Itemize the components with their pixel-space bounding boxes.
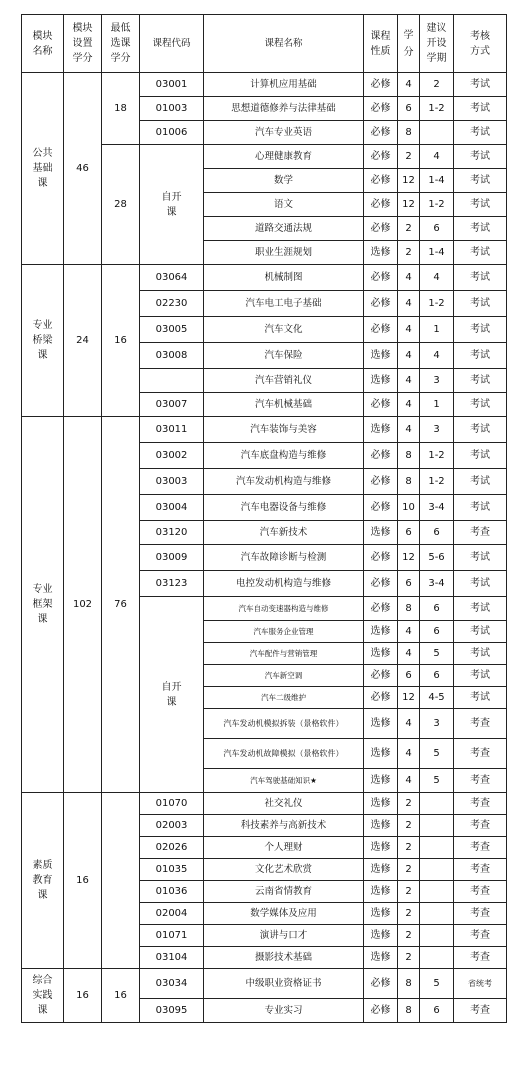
course-code: 03003 [140, 469, 204, 495]
course-credit: 8 [398, 999, 420, 1023]
course-exam: 考试 [454, 495, 507, 521]
course-name: 汽车装饰与美容 [204, 417, 364, 443]
course-nature: 必修 [364, 545, 398, 571]
course-name: 汽车新技术 [204, 521, 364, 545]
course-nature: 必修 [364, 571, 398, 597]
course-credit: 4 [398, 621, 420, 643]
course-name: 云南省情教育 [204, 881, 364, 903]
self-study-label: 自开课 [161, 681, 182, 708]
min-credit: 16 [102, 265, 140, 417]
course-credit: 2 [398, 903, 420, 925]
course-credit: 4 [398, 369, 420, 393]
course-term: 6 [420, 665, 454, 687]
course-nature: 必修 [364, 169, 398, 193]
course-code: 03004 [140, 495, 204, 521]
course-nature: 选修 [364, 859, 398, 881]
course-code: 02230 [140, 291, 204, 317]
course-name: 汽车配件与营销管理 [204, 643, 364, 665]
course-credit: 12 [398, 545, 420, 571]
course-term: 1 [420, 393, 454, 417]
module-name-cell [22, 73, 64, 265]
min-credit: 28 [102, 145, 140, 265]
course-term: 2 [420, 73, 454, 97]
course-credit: 4 [398, 291, 420, 317]
course-term: 3-4 [420, 571, 454, 597]
course-credit: 8 [398, 443, 420, 469]
course-nature: 必修 [364, 469, 398, 495]
course-exam: 考试 [454, 621, 507, 643]
course-name: 心理健康教育 [204, 145, 364, 169]
course-name: 汽车服务企业管理 [204, 621, 364, 643]
course-credit: 2 [398, 145, 420, 169]
course-exam: 考查 [454, 793, 507, 815]
table-row [22, 417, 507, 443]
course-term: 6 [420, 999, 454, 1023]
course-credit: 8 [398, 597, 420, 621]
course-term: 4-5 [420, 687, 454, 709]
course-nature: 选修 [364, 621, 398, 643]
course-code: 01006 [140, 121, 204, 145]
course-exam: 考查 [454, 881, 507, 903]
course-credit: 4 [398, 73, 420, 97]
course-exam: 考查 [454, 709, 507, 739]
course-nature: 必修 [364, 687, 398, 709]
course-term: 5 [420, 643, 454, 665]
course-code: 01035 [140, 859, 204, 881]
course-name: 演讲与口才 [204, 925, 364, 947]
course-exam: 考查 [454, 769, 507, 793]
course-credit: 4 [398, 343, 420, 369]
self-study-cell [140, 597, 204, 793]
course-exam: 考试 [454, 291, 507, 317]
course-exam: 考试 [454, 317, 507, 343]
module-credit: 16 [64, 793, 102, 969]
course-name: 汽车专业英语 [204, 121, 364, 145]
course-term: 1-2 [420, 443, 454, 469]
course-exam: 考试 [454, 545, 507, 571]
min-credit: 76 [102, 417, 140, 793]
course-exam: 考查 [454, 815, 507, 837]
course-name: 中级职业资格证书 [204, 969, 364, 999]
course-exam: 考试 [454, 571, 507, 597]
course-nature: 必修 [364, 597, 398, 621]
course-term: 6 [420, 217, 454, 241]
course-exam: 考试 [454, 217, 507, 241]
course-code: 01003 [140, 97, 204, 121]
course-term: 5 [420, 739, 454, 769]
course-nature: 选修 [364, 925, 398, 947]
course-credit: 8 [398, 121, 420, 145]
course-name: 汽车电器设备与维修 [204, 495, 364, 521]
course-nature: 必修 [364, 265, 398, 291]
course-nature: 必修 [364, 73, 398, 97]
course-term: 1-4 [420, 169, 454, 193]
course-credit: 4 [398, 265, 420, 291]
self-study-label: 自开课 [161, 191, 182, 218]
course-credit: 6 [398, 97, 420, 121]
course-exam: 考试 [454, 643, 507, 665]
course-term: 5 [420, 769, 454, 793]
course-nature: 选修 [364, 903, 398, 925]
course-term [420, 881, 454, 903]
course-name: 汽车发动机故障模拟（景格软件） [204, 739, 364, 769]
course-term [420, 815, 454, 837]
course-nature: 必修 [364, 999, 398, 1023]
course-exam: 考试 [454, 241, 507, 265]
course-term: 1-2 [420, 469, 454, 495]
course-credit: 8 [398, 969, 420, 999]
course-term: 3-4 [420, 495, 454, 521]
course-credit: 2 [398, 217, 420, 241]
header-nature: 课程性质 [364, 15, 398, 73]
course-credit: 2 [398, 859, 420, 881]
header-credit: 学分 [398, 15, 420, 73]
course-name: 汽车新空调 [204, 665, 364, 687]
course-name: 语文 [204, 193, 364, 217]
course-exam: 考查 [454, 903, 507, 925]
header-term: 建议开设学期 [420, 15, 454, 73]
course-nature: 选修 [364, 343, 398, 369]
course-exam: 考试 [454, 665, 507, 687]
course-name: 汽车发动机模拟拆装（景格软件） [204, 709, 364, 739]
course-code: 02026 [140, 837, 204, 859]
course-exam: 考试 [454, 121, 507, 145]
course-nature: 必修 [364, 665, 398, 687]
course-name: 社交礼仪 [204, 793, 364, 815]
course-term: 4 [420, 145, 454, 169]
course-name: 思想道德修养与法律基础 [204, 97, 364, 121]
course-term: 6 [420, 521, 454, 545]
course-credit: 2 [398, 793, 420, 815]
course-exam: 考查 [454, 521, 507, 545]
course-exam: 考查 [454, 739, 507, 769]
course-term: 6 [420, 621, 454, 643]
course-code: 03005 [140, 317, 204, 343]
course-name: 专业实习 [204, 999, 364, 1023]
course-credit: 4 [398, 709, 420, 739]
course-name: 汽车驾驶基础知识★ [204, 769, 364, 793]
course-term: 3 [420, 709, 454, 739]
course-term: 3 [420, 417, 454, 443]
course-exam: 考试 [454, 343, 507, 369]
course-exam: 考试 [454, 687, 507, 709]
course-name: 数学媒体及应用 [204, 903, 364, 925]
course-exam: 考查 [454, 859, 507, 881]
course-exam: 考试 [454, 97, 507, 121]
module-name-cell [22, 417, 64, 793]
course-nature: 选修 [364, 793, 398, 815]
course-term: 1-2 [420, 193, 454, 217]
min-credit [102, 793, 140, 969]
course-exam: 考试 [454, 443, 507, 469]
course-nature: 必修 [364, 495, 398, 521]
course-table [21, 14, 507, 1023]
course-code: 03034 [140, 969, 204, 999]
table-row [22, 793, 507, 815]
course-term [420, 837, 454, 859]
course-name: 汽车电工电子基础 [204, 291, 364, 317]
course-code: 03009 [140, 545, 204, 571]
course-nature: 选修 [364, 739, 398, 769]
module-name-cell [22, 793, 64, 969]
module-credit: 16 [64, 969, 102, 1023]
course-nature: 必修 [364, 145, 398, 169]
module-name-cell [22, 265, 64, 417]
header-module-credit: 模块设置学分 [64, 15, 102, 73]
header-module: 模块名称 [22, 15, 64, 73]
course-term: 4 [420, 265, 454, 291]
course-name: 汽车故障诊断与检测 [204, 545, 364, 571]
course-nature: 选修 [364, 881, 398, 903]
course-code: 03002 [140, 443, 204, 469]
course-nature: 选修 [364, 815, 398, 837]
course-nature: 必修 [364, 193, 398, 217]
course-credit: 6 [398, 571, 420, 597]
course-name: 职业生涯规划 [204, 241, 364, 265]
course-term: 6 [420, 597, 454, 621]
course-nature: 选修 [364, 521, 398, 545]
course-name: 汽车文化 [204, 317, 364, 343]
course-credit: 2 [398, 881, 420, 903]
course-nature: 必修 [364, 291, 398, 317]
min-credit: 16 [102, 969, 140, 1023]
course-credit: 4 [398, 643, 420, 665]
module-name: 综合实践课 [32, 975, 53, 1016]
course-code: 03104 [140, 947, 204, 969]
course-name: 数学 [204, 169, 364, 193]
course-nature: 选修 [364, 837, 398, 859]
course-name: 汽车机械基础 [204, 393, 364, 417]
course-credit: 2 [398, 947, 420, 969]
course-term: 1 [420, 317, 454, 343]
course-nature: 选修 [364, 417, 398, 443]
course-name: 汽车营销礼仪 [204, 369, 364, 393]
course-credit: 2 [398, 837, 420, 859]
course-credit: 12 [398, 193, 420, 217]
course-exam: 考查 [454, 925, 507, 947]
course-exam: 考试 [454, 369, 507, 393]
course-exam: 考查 [454, 947, 507, 969]
course-credit: 4 [398, 769, 420, 793]
course-name: 汽车自动变速器构造与维修 [204, 597, 364, 621]
header-row [22, 15, 507, 73]
course-exam: 考查 [454, 999, 507, 1023]
course-code: 03001 [140, 73, 204, 97]
course-name: 道路交通法规 [204, 217, 364, 241]
course-credit: 4 [398, 739, 420, 769]
course-credit: 2 [398, 925, 420, 947]
course-term [420, 925, 454, 947]
course-exam: 考试 [454, 469, 507, 495]
course-nature: 选修 [364, 769, 398, 793]
self-study-cell [140, 145, 204, 265]
course-nature: 选修 [364, 241, 398, 265]
course-credit: 2 [398, 241, 420, 265]
course-credit: 12 [398, 169, 420, 193]
course-code: 02004 [140, 903, 204, 925]
course-nature: 选修 [364, 369, 398, 393]
min-credit: 18 [102, 73, 140, 145]
course-code: 03008 [140, 343, 204, 369]
module-name: 专业桥梁课 [32, 320, 53, 361]
course-code: 01070 [140, 793, 204, 815]
module-name: 素质教育课 [32, 860, 53, 901]
course-code [140, 369, 204, 393]
course-nature: 选修 [364, 947, 398, 969]
course-term: 3 [420, 369, 454, 393]
course-credit: 4 [398, 417, 420, 443]
course-term [420, 903, 454, 925]
course-credit: 4 [398, 317, 420, 343]
header-code: 课程代码 [140, 15, 204, 73]
course-nature: 选修 [364, 709, 398, 739]
course-code: 03095 [140, 999, 204, 1023]
table-row [22, 73, 507, 97]
table-row [22, 969, 507, 999]
course-nature: 必修 [364, 217, 398, 241]
module-credit: 24 [64, 265, 102, 417]
course-credit: 2 [398, 815, 420, 837]
course-credit: 10 [398, 495, 420, 521]
course-code: 03007 [140, 393, 204, 417]
course-term: 1-2 [420, 291, 454, 317]
course-name: 摄影技术基础 [204, 947, 364, 969]
course-nature: 选修 [364, 643, 398, 665]
course-name: 汽车底盘构造与维修 [204, 443, 364, 469]
course-exam: 考查 [454, 837, 507, 859]
module-credit: 46 [64, 73, 102, 265]
module-name-cell [22, 969, 64, 1023]
course-exam: 考试 [454, 393, 507, 417]
header-min-credit: 最低选课学分 [102, 15, 140, 73]
course-nature: 必修 [364, 97, 398, 121]
course-exam: 考试 [454, 597, 507, 621]
course-nature: 必修 [364, 121, 398, 145]
module-name: 专业框架课 [32, 584, 53, 625]
course-term: 5 [420, 969, 454, 999]
header-exam: 考核方式 [454, 15, 507, 73]
course-exam: 考试 [454, 169, 507, 193]
course-credit: 6 [398, 665, 420, 687]
course-exam: 考试 [454, 145, 507, 169]
course-name: 汽车二级维护 [204, 687, 364, 709]
course-nature: 必修 [364, 393, 398, 417]
course-nature: 必修 [364, 443, 398, 469]
table-row [22, 265, 507, 291]
course-credit: 8 [398, 469, 420, 495]
course-name: 机械制图 [204, 265, 364, 291]
course-nature: 必修 [364, 317, 398, 343]
course-term [420, 793, 454, 815]
course-name: 科技素养与高新技术 [204, 815, 364, 837]
course-exam: 考试 [454, 193, 507, 217]
course-term: 5-6 [420, 545, 454, 571]
header-name: 课程名称 [204, 15, 364, 73]
course-credit: 6 [398, 521, 420, 545]
course-code: 03064 [140, 265, 204, 291]
course-name: 计算机应用基础 [204, 73, 364, 97]
course-name: 个人理财 [204, 837, 364, 859]
course-term: 4 [420, 343, 454, 369]
course-code: 01071 [140, 925, 204, 947]
course-term: 1-2 [420, 97, 454, 121]
course-exam: 考试 [454, 417, 507, 443]
course-exam: 省统考 [454, 969, 507, 999]
course-credit: 4 [398, 393, 420, 417]
course-exam: 考试 [454, 265, 507, 291]
module-credit: 102 [64, 417, 102, 793]
course-name: 文化艺术欣赏 [204, 859, 364, 881]
course-name: 汽车保险 [204, 343, 364, 369]
course-exam: 考试 [454, 73, 507, 97]
module-name: 公共基础课 [32, 148, 53, 189]
course-term: 1-4 [420, 241, 454, 265]
course-code: 01036 [140, 881, 204, 903]
course-credit: 12 [398, 687, 420, 709]
course-name: 电控发动机构造与维修 [204, 571, 364, 597]
course-name: 汽车发动机构造与维修 [204, 469, 364, 495]
course-term [420, 859, 454, 881]
course-term [420, 947, 454, 969]
course-code: 03123 [140, 571, 204, 597]
course-term [420, 121, 454, 145]
course-code: 02003 [140, 815, 204, 837]
course-nature: 必修 [364, 969, 398, 999]
course-code: 03011 [140, 417, 204, 443]
course-code: 03120 [140, 521, 204, 545]
